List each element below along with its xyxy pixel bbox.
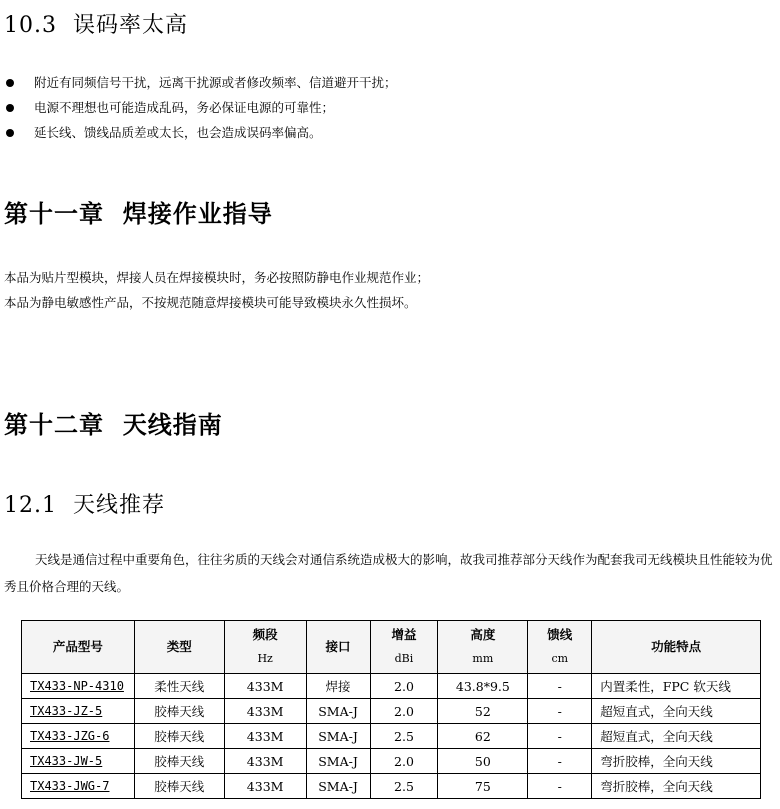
- header-height: 高度 mm: [438, 621, 528, 674]
- bullet-icon: [6, 129, 14, 137]
- chapter-11-line-2: 本品为静电敏感性产品，不按规范随意焊接模块可能导致模块永久性损坏。: [4, 295, 417, 310]
- model-link[interactable]: TX433-NP-4310: [22, 674, 135, 699]
- header-type: 类型: [134, 621, 224, 674]
- bullet-icon: [6, 104, 14, 112]
- header-features: 功能特点: [592, 621, 761, 674]
- chapter-12-title: 第十二章 天线指南: [4, 411, 223, 439]
- list-item: 附近有同频信号干扰，远离干扰源或者修改频率、信道避开干扰；: [6, 70, 397, 95]
- section-number: 12.1: [4, 493, 57, 518]
- table-header-row: [22, 621, 761, 674]
- intro-paragraph: 天线是通信过程中重要角色，往往劣质的天线会对通信系统造成极大的影响，故我司推荐部分天线作为配套我司无线模块且性能较为优秀且价格合理的天线。: [4, 552, 773, 594]
- header-connector: 接口: [306, 621, 370, 674]
- bullet-list: [6, 70, 397, 145]
- chapter-11-line-1: 本品为贴片型模块，焊接人员在焊接模块时，务必按照防静电作业规范作业；: [4, 270, 430, 285]
- table-row: TX433-NP-4310 柔性天线 433M 焊接 2.0 43.8*9.5 - 内置柔性，FPC 软天线: [22, 674, 761, 699]
- section-title: 天线推荐: [72, 493, 165, 518]
- section-12-1-heading: [4, 488, 165, 519]
- list-item: 延长线、馈线品质差或太长，也会造成误码率偏高。: [6, 120, 397, 145]
- table-row: TX433-JW-5 胶棒天线 433M SMA-J 2.0 50 - 弯折胶棒，全向天线: [22, 749, 761, 774]
- table-row: TX433-JWG-7 胶棒天线 433M SMA-J 2.5 75 - 弯折胶棒，全向天线: [22, 774, 761, 799]
- table-row: TX433-JZ-5 胶棒天线 433M SMA-J 2.0 52 - 超短直式，全向天线: [22, 699, 761, 724]
- section-title: 误码率太高: [72, 13, 188, 38]
- model-link[interactable]: TX433-JWG-7: [22, 774, 135, 799]
- chapter-11-title: 第十一章 焊接作业指导: [4, 200, 273, 228]
- bullet-icon: [6, 79, 14, 87]
- section-number: 10.3: [4, 13, 57, 38]
- table-row: TX433-JZG-6 胶棒天线 433M SMA-J 2.5 62 - 超短直式，全向天线: [22, 724, 761, 749]
- section-10-3-heading: [4, 8, 188, 39]
- header-band: 频段 Hz: [224, 621, 306, 674]
- header-gain: 增益 dBi: [370, 621, 438, 674]
- header-model: 产品型号: [22, 621, 135, 674]
- model-link[interactable]: TX433-JW-5: [22, 749, 135, 774]
- model-link[interactable]: TX433-JZG-6: [22, 724, 135, 749]
- antenna-table: [21, 620, 761, 799]
- model-link[interactable]: TX433-JZ-5: [22, 699, 135, 724]
- list-item: 电源不理想也可能造成乱码，务必保证电源的可靠性；: [6, 95, 397, 120]
- header-feeder: 馈线 cm: [528, 621, 592, 674]
